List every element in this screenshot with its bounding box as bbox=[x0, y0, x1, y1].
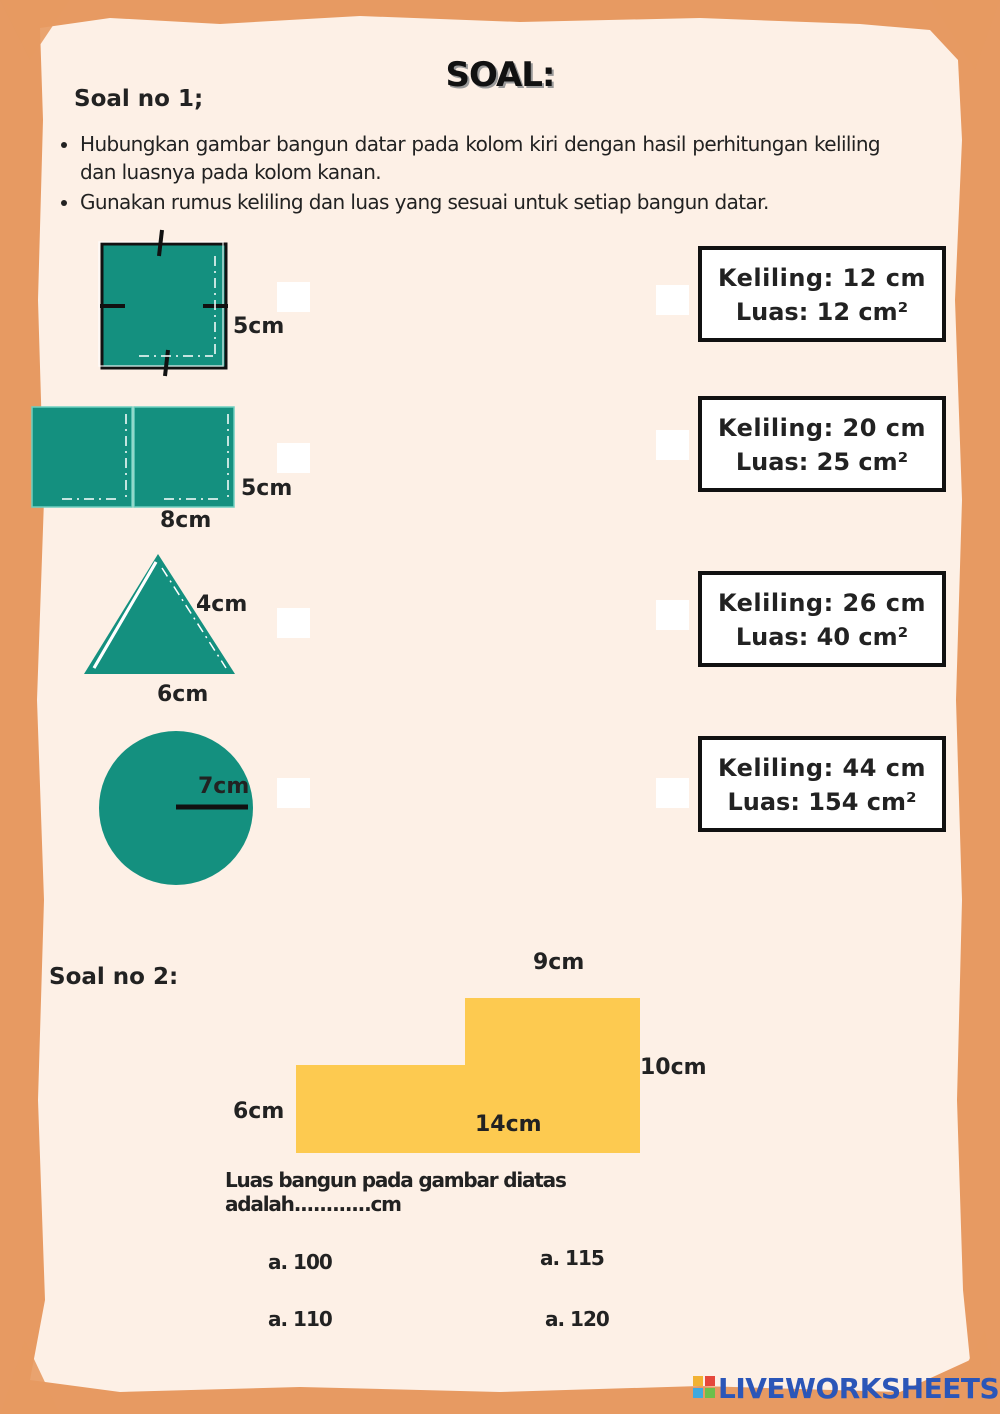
instruction-item: • Gunakan rumus keliling dan luas yang sesuai untuk setiap bangun datar. bbox=[80, 188, 880, 216]
right-match-box-1[interactable] bbox=[656, 285, 689, 315]
answer-card-1 bbox=[698, 246, 946, 342]
answer-luas: Luas: 25 cm² bbox=[735, 448, 909, 476]
left-match-box-1[interactable] bbox=[277, 282, 310, 312]
option-a-3[interactable]: a. 110 bbox=[268, 1307, 332, 1331]
circle-shape bbox=[98, 730, 258, 890]
triangle-side-label: 4cm bbox=[196, 592, 248, 617]
square-shape bbox=[95, 228, 235, 378]
liveworksheets-logo-icon bbox=[693, 1376, 715, 1398]
answer-keliling: Keliling: 26 cm bbox=[717, 589, 927, 617]
left-match-box-3[interactable] bbox=[277, 608, 310, 638]
q2-right-label: 10cm bbox=[640, 1055, 707, 1080]
right-match-box-3[interactable] bbox=[656, 600, 689, 630]
q1-heading: Soal no 1; bbox=[74, 86, 204, 112]
right-match-box-2[interactable] bbox=[656, 430, 689, 460]
left-match-box-2[interactable] bbox=[277, 443, 310, 473]
q2-heading: Soal no 2: bbox=[49, 964, 179, 990]
answer-card-4 bbox=[698, 736, 946, 832]
answer-card-2 bbox=[698, 396, 946, 492]
brand-name: LIVEWORKSHEETS bbox=[718, 1372, 1000, 1405]
triangle-base-label: 6cm bbox=[157, 682, 209, 707]
answer-luas: Luas: 40 cm² bbox=[735, 623, 909, 651]
q2-bottom-label: 14cm bbox=[475, 1112, 542, 1137]
q2-top-label: 9cm bbox=[533, 950, 585, 975]
option-a-1[interactable]: a. 100 bbox=[268, 1250, 332, 1274]
rectangle-shape bbox=[30, 404, 236, 510]
answer-keliling: Keliling: 20 cm bbox=[717, 414, 927, 442]
answer-keliling: Keliling: 44 cm bbox=[717, 754, 927, 782]
right-match-box-4[interactable] bbox=[656, 778, 689, 808]
left-match-box-4[interactable] bbox=[277, 778, 310, 808]
option-a-4[interactable]: a. 120 bbox=[545, 1307, 609, 1331]
rectangle-width-label: 8cm bbox=[160, 508, 212, 533]
rectangle-height-label: 5cm bbox=[241, 476, 293, 501]
square-side-label: 5cm bbox=[233, 314, 285, 339]
circle-radius-label: 7cm bbox=[198, 774, 250, 799]
instruction-item: • Hubungkan gambar bangun datar pada kolom kiri dengan hasil perhitungan keliling dan luasnya pada kolom kanan. bbox=[80, 130, 880, 186]
composite-shape bbox=[296, 998, 641, 1154]
q2-left-label: 6cm bbox=[233, 1099, 285, 1124]
answer-keliling: Keliling: 12 cm bbox=[717, 264, 927, 292]
page-title: SOAL: bbox=[445, 55, 555, 95]
answer-luas: Luas: 12 cm² bbox=[735, 298, 909, 326]
answer-luas: Luas: 154 cm² bbox=[727, 788, 917, 816]
q2-question-text: Luas bangun pada gambar diatas adalah............cm bbox=[225, 1168, 566, 1216]
q1-instructions bbox=[55, 130, 880, 218]
answer-card-3 bbox=[698, 571, 946, 667]
option-a-2[interactable]: a. 115 bbox=[540, 1246, 604, 1270]
